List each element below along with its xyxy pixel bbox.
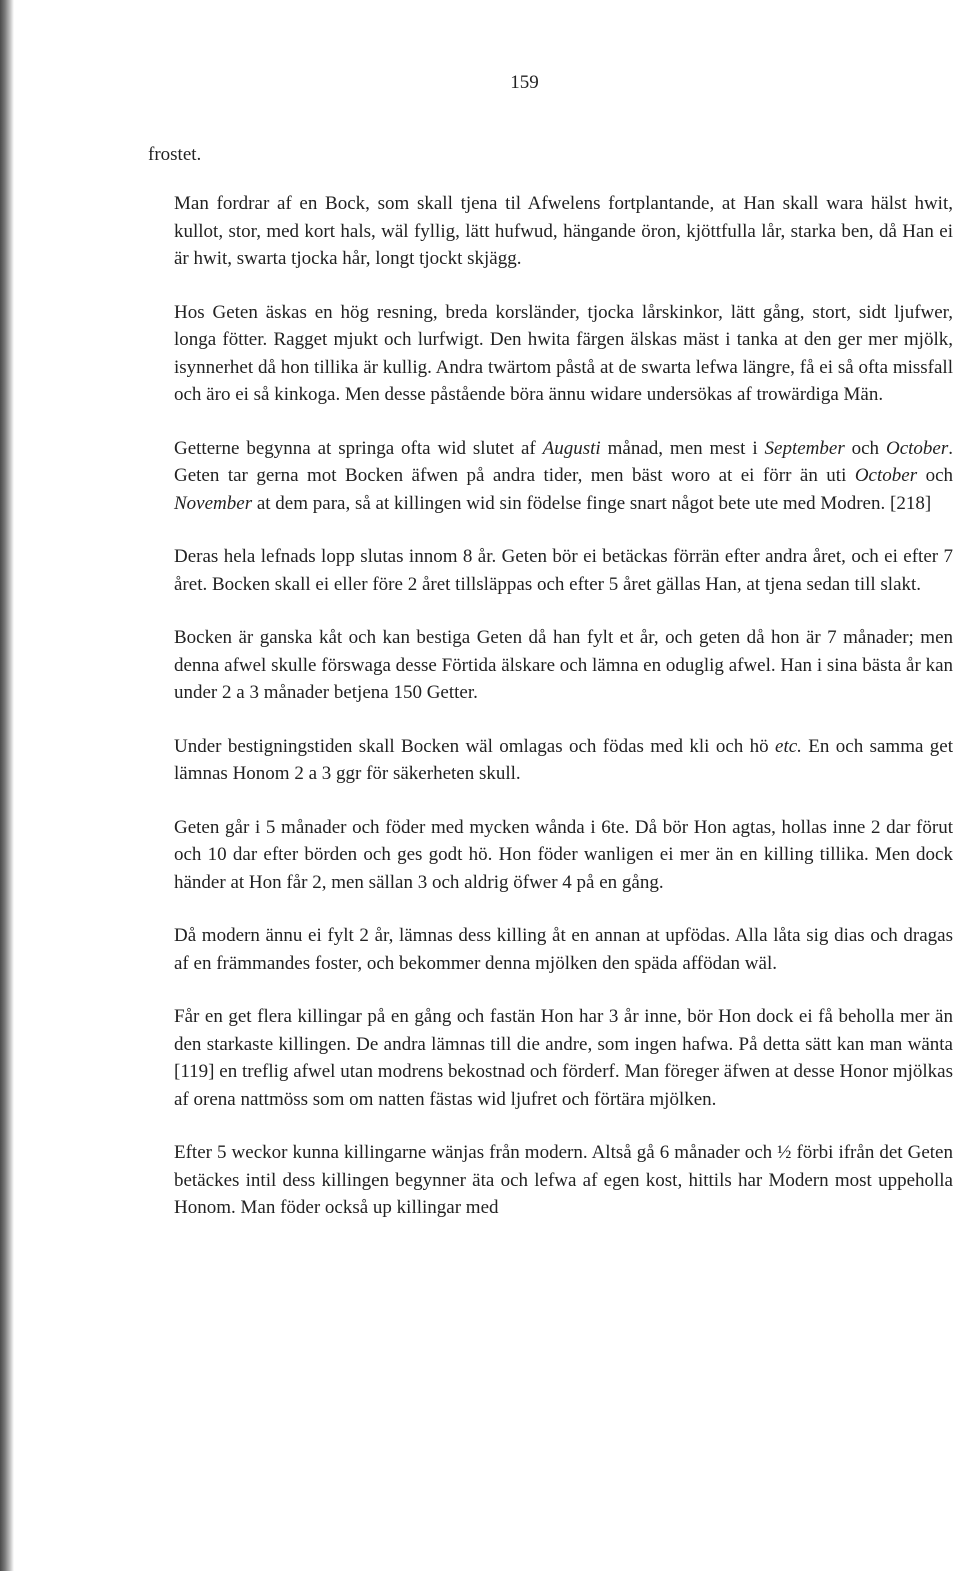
paragraph (174, 814, 953, 897)
paragraph (174, 733, 953, 788)
paragraph-text: Man fordrar af en Bock, som skall tjena til Afwelens fortplantande, at Han skall wara hälst hwit, kullot, stor, med kort hals, wäl fyllig, lätt hufwud, hängande öron, kjöttfulla lår, starka ben, då Han ei är hwit, swarta tjocka hår, longt tjockt skjägg. (174, 193, 953, 269)
paragraph-text: månad, men mest i (600, 437, 765, 459)
italic-term: etc. (775, 735, 802, 757)
paragraph-text: Deras hela lefnads lopp slutas innom 8 år. Geten bör ei betäckas förrän efter andra året, och ei efter 7 året. Bocken skall ei eller före 2 året tillsläppas och efter 5 året gällas Han, at tjena sedan till slakt. (174, 546, 953, 595)
italic-term: Augusti (542, 437, 601, 459)
paragraph (174, 299, 953, 409)
paragraph-text: Får en get flera killingar på en gång och fastän Hon har 3 år inne, bör Hon dock ei få beholla mer än den starkaste killingen. De andra lämnas till die andre, som ingen hafwa. På detta sätt kan man wänta [119] en treflig afwel utan modrens bekostnad och förderf. Man föreger äfwen at desse Honor mjölkas af orena nattmöss som om natten fästas wid ljufret och förtära mjölken. (174, 1006, 953, 1110)
paragraph-text: Under bestigningstiden skall Bocken wäl omlagas och födas med kli och hö (174, 735, 776, 757)
paragraph-text: Efter 5 weckor kunna killingarne wänjas från modern. Altså gå 6 månader och ½ förbi ifrån det Geten betäckes intil dess killingen begynner äta och lefwa af egen kost, hittils har Modern most uppeholla Honom. Man föder också up killingar med (174, 1142, 953, 1218)
paragraph-text: Geten går i 5 månader och föder med mycken wånda i 6te. Då bör Hon agtas, hollas inne 2 dar förut och 10 dar efter börden och ges godt hö. Hon föder wanligen ei mer än en killing tillika. Men dock händer at Hon får 2, men sällan 3 och aldrig öfwer 4 på en gång. (174, 816, 953, 893)
page-body (148, 133, 953, 1248)
paragraph-list (148, 190, 953, 1222)
paragraph (174, 624, 953, 707)
paragraph (174, 1003, 953, 1113)
paragraph-text: En och samma get lämnas Honom 2 a 3 ggr för säkerheten skull. (174, 735, 953, 784)
italic-term: October (854, 465, 918, 486)
paragraph (174, 190, 953, 273)
paragraph-text: Getterne begynna at springa ofta wid slutet af (174, 437, 543, 459)
paragraph-text: Hos Geten äskas en hög resning, breda korsländer, tjocka lårskinkor, lätt gång, stort, sidt ljufwer, longa fötter. Ragget mjukt och lurfwigt. Den hwita färgen älskas mäst i tanka at den ger mer mjölk, isynnerhet då hon tillika är kullig. Andra twärtom påstå at de swarta lefwa längre, få ei så ofta missfall och äro ei så kinkoga. Men desse påstående böra ännu widare undersökas af trowärdiga Män. (174, 301, 953, 405)
page-number: 159 (510, 72, 539, 93)
paragraph-text: Då modern ännu ei fylt 2 år, lämnas dess killing åt en annan at upfödas. Alla låta sig dias och dragas af en främmandes foster, och bekommer denna mjölken den späda affödan wäl. (174, 925, 953, 974)
italic-term: September (764, 437, 845, 459)
paragraph (174, 922, 953, 977)
paragraph (174, 1139, 953, 1222)
paragraph-text: och (844, 437, 886, 459)
paragraph (174, 543, 953, 598)
paragraph-text: och (917, 465, 953, 486)
paragraph (174, 435, 953, 518)
paragraph-text: Bocken är ganska kåt och kan bestiga Geten då han fylt et år, och geten då hon är 7 månader; men denna afwel skulle förswaga desse Förtida älskare och lämna en oduglig afwel. Han i sina bästa år kan under 2 a 3 månader betjena 150 Getter. (174, 627, 953, 703)
scan-edge-shadow (0, 0, 14, 1571)
italic-term: November (174, 492, 253, 514)
opening-fragment: frostet. (148, 144, 202, 165)
paragraph-text: . Geten tar gerna mot Bocken äfwen på andra tider, men bäst woro at ei förr än uti (174, 437, 953, 486)
italic-term: October (885, 437, 949, 459)
paragraph-text: at dem para, så at killingen wid sin födelse finge snart något bete ute med Modren. [218] (252, 492, 932, 514)
